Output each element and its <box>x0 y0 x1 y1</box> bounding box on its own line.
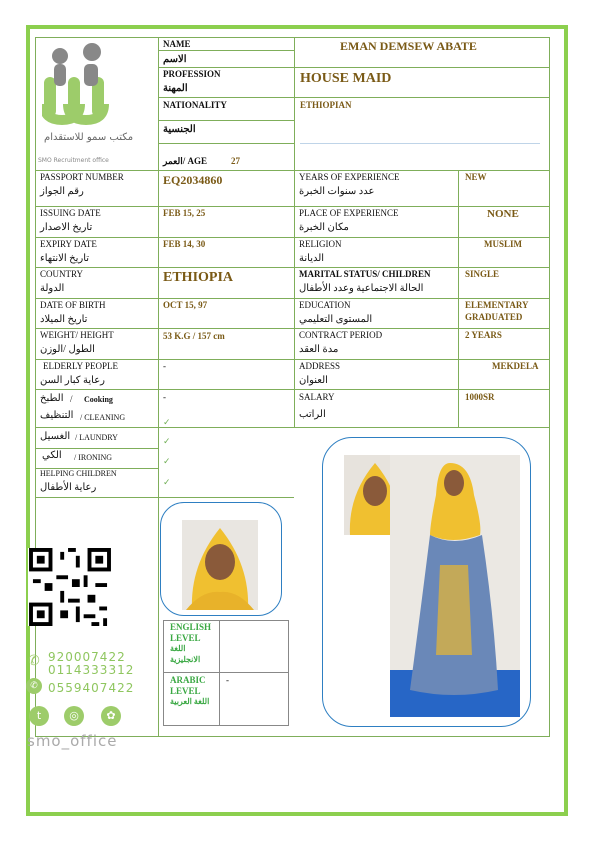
cooking-label-ar: الطبخ <box>40 393 64 404</box>
qr-code <box>28 548 112 626</box>
passport-label: PASSPORT NUMBER <box>40 172 124 182</box>
portrait-photo-small <box>182 520 258 610</box>
helping-children-label-ar: رعاية الأطفال <box>40 482 97 493</box>
cleaning-label-ar: التنظيف <box>40 410 74 421</box>
ironing-label-ar: الكي <box>42 450 62 461</box>
place-experience-label-ar: مكان الخبرة <box>299 222 349 233</box>
arabic-level-value: - <box>226 675 229 685</box>
profession-label: PROFESSION <box>163 69 221 79</box>
laundry-label: / LAUNDRY <box>75 433 118 442</box>
weight-height-label: WEIGHT/ HEIGHT <box>40 330 114 340</box>
profession-label-ar: المهنة <box>163 83 188 94</box>
education-value-2: GRADUATED <box>465 312 523 322</box>
issuing-date-label-ar: تاريخ الاصدار <box>40 222 93 233</box>
laundry-check: ✓ <box>163 436 171 446</box>
address-label-ar: العنوان <box>299 375 328 386</box>
whatsapp-icon[interactable]: ✆ <box>26 678 42 694</box>
logo-arabic-text: مكتب سمو للاستقدام <box>44 132 134 143</box>
contract-label: CONTRACT PERIOD <box>299 330 383 340</box>
salary-label: SALARY <box>299 392 335 402</box>
religion-value: MUSLIM <box>484 239 522 249</box>
years-experience-label-ar: عدد سنوات الخبرة <box>299 186 375 197</box>
name-value: EMAN DEMSEW ABATE <box>340 39 477 53</box>
place-experience-label: PLACE OF EXPERIENCE <box>299 208 399 218</box>
cooking-sep: / <box>70 394 73 404</box>
twitter-icon[interactable]: t <box>29 706 49 726</box>
marital-label-ar: الحالة الاجتماعية وعدد الأطفال <box>299 283 424 294</box>
elderly-label: ELDERLY PEOPLE <box>43 361 119 371</box>
cleaning-label: / CLEANING <box>80 413 126 422</box>
salary-label-ar: الراتب <box>299 409 326 420</box>
logo-english-text: SMO Recruitment office <box>38 157 109 164</box>
nationality-value: ETHIOPIAN <box>300 100 352 110</box>
education-label-ar: المستوى التعليمي <box>299 314 373 325</box>
issuing-date-value: FEB 15, 25 <box>163 208 206 218</box>
weight-height-label-ar: الطول /الوزن <box>40 344 95 355</box>
name-label-ar: الاسم <box>163 54 187 65</box>
weight-height-value: 53 K.G / 157 cm <box>163 331 225 341</box>
elderly-label-ar: رعاية كبار السن <box>40 375 105 386</box>
marital-value: SINGLE <box>465 269 500 279</box>
profession-value: HOUSE MAID <box>300 71 392 86</box>
phone-icon: ✆ <box>28 653 40 669</box>
contract-label-ar: مدة العقد <box>299 344 339 355</box>
cooking-label: Cooking <box>84 395 113 404</box>
arabic-level-label-2: LEVEL <box>170 686 201 696</box>
address-value: MEKDELA <box>492 361 539 371</box>
contract-value: 2 YEARS <box>465 330 502 340</box>
country-label-ar: الدولة <box>40 283 65 294</box>
arabic-level-label-1: ARABIC <box>170 675 206 685</box>
expiry-date-label-ar: تاريخ الانتهاء <box>40 253 90 264</box>
religion-label-ar: الديانة <box>299 253 325 264</box>
salary-value: 1000SR <box>465 392 495 402</box>
dob-label: DATE OF BIRTH <box>40 300 106 310</box>
company-logo <box>42 42 122 137</box>
phone-number-1: 920007422 <box>48 650 126 664</box>
religion-label: RELIGION <box>299 239 342 249</box>
years-experience-value: NEW <box>465 172 487 182</box>
expiry-date-label: EXPIRY DATE <box>40 239 97 249</box>
ironing-check: ✓ <box>163 456 171 466</box>
passport-label-ar: رقم الجواز <box>40 186 84 197</box>
name-label: NAME <box>163 39 191 49</box>
cleaning-check: ✓ <box>163 417 171 427</box>
phone-number-2: 0114333312 <box>48 663 135 677</box>
education-label: EDUCATION <box>299 300 351 310</box>
country-value: ETHIOPIA <box>163 270 234 285</box>
english-level-label-4: الانجليزية <box>170 655 201 664</box>
english-level-label-3: اللغة <box>170 644 186 653</box>
elderly-value: - <box>163 361 166 371</box>
laundry-label-ar: الغسيل <box>40 431 71 442</box>
education-value-1: ELEMENTARY <box>465 300 529 310</box>
years-experience-label: YEARS OF EXPERIENCE <box>299 172 400 182</box>
ironing-label: / IRONING <box>74 453 112 462</box>
helping-children-label: HELPING CHILDREN <box>40 469 117 478</box>
dob-label-ar: تاريخ الميلاد <box>40 314 88 325</box>
english-level-label-2: LEVEL <box>170 633 201 643</box>
helping-children-check: ✓ <box>163 477 171 487</box>
age-label: العمر/ AGE <box>163 156 208 166</box>
nationality-divider <box>300 143 540 144</box>
whatsapp-number: 0559407422 <box>48 681 135 695</box>
country-label: COUNTRY <box>40 269 84 279</box>
snapchat-icon[interactable]: ✿ <box>101 706 121 726</box>
nationality-label-ar: الجنسية <box>163 124 196 135</box>
social-handle: smo_office <box>27 732 118 750</box>
arabic-level-label-3: اللغة العربية <box>170 697 210 706</box>
issuing-date-label: ISSUING DATE <box>40 208 101 218</box>
english-level-label-1: ENGLISH <box>170 622 212 632</box>
expiry-date-value: FEB 14, 30 <box>163 239 206 249</box>
nationality-label: NATIONALITY <box>163 100 227 110</box>
dob-value: OCT 15, 97 <box>163 300 208 310</box>
passport-value: EQ2034860 <box>163 173 223 187</box>
age-value: 27 <box>231 156 240 166</box>
cooking-value: - <box>163 392 166 402</box>
instagram-icon[interactable]: ◎ <box>64 706 84 726</box>
marital-label: MARITAL STATUS/ CHILDREN <box>299 269 431 279</box>
place-experience-value: NONE <box>487 208 519 220</box>
address-label: ADDRESS <box>299 361 341 371</box>
full-body-photo <box>390 455 520 717</box>
